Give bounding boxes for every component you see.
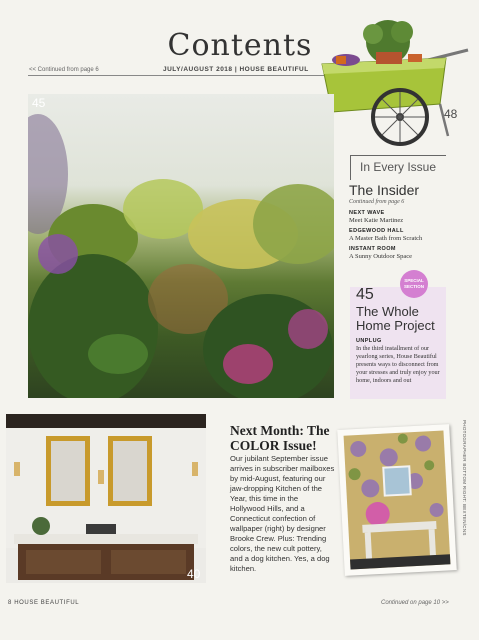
- special-section-page-number: 45: [356, 286, 374, 303]
- special-section-title: The Whole Home Project: [356, 304, 435, 333]
- special-section-badge: [400, 270, 428, 298]
- cart-illustration: [318, 12, 478, 152]
- photo-credit: PHOTOGRAPHER BOTTOM RIGHT: BEXTEN/CNS: [462, 420, 467, 536]
- garden-page-number: 45: [32, 96, 46, 110]
- next-month-title: Next Month: The COLOR Issue!: [230, 423, 330, 453]
- wallpaper-room-photo: [337, 424, 456, 576]
- next-month-body: Our jubilant September issue arrives in subscriber mailboxes by mid-August, featuring our jaw-dropping Kitchen of the Year, this time in the Hollywood Hills, and a Connecticut confection of wallpaper (right) by designer Brooke Crew. Plus: Trending colors, the new cult pottery, and a dog kitchen. Yes, a dog kitchen.: [230, 454, 335, 573]
- badge-line-1: SPECIAL: [404, 278, 424, 283]
- in-every-issue-heading: In Every Issue: [359, 160, 437, 174]
- header-rule: [28, 75, 350, 76]
- list-item-desc: Meet Katie Martinez: [349, 217, 404, 224]
- cart-page-number: 48: [444, 107, 458, 121]
- garden-cart-image: [318, 12, 478, 152]
- wallpaper-illustration: [337, 424, 456, 576]
- insider-continued-note: Continued from page 6: [349, 199, 405, 205]
- list-item-kicker: NEXT WAVE: [349, 210, 385, 216]
- special-section-description: In the third installment of our yearlong series, House Beautiful presents ways to disconnect from your stresses and truly enjoy your home, indoors and out: [356, 345, 440, 384]
- garden-photo: [28, 94, 334, 398]
- list-item-desc: A Sunny Outdoor Space: [349, 253, 413, 260]
- bathroom-photo: [6, 414, 206, 583]
- footer-continued-note: Continued on page 10 >>: [381, 600, 449, 606]
- insider-section-title: The Insider: [349, 182, 420, 198]
- continued-from-note: << Continued from page 6: [29, 67, 99, 73]
- page-title: Contents: [167, 28, 313, 63]
- badge-line-2: SECTION: [403, 284, 424, 289]
- bath-page-number: 40: [187, 567, 201, 581]
- special-section-kicker: UNPLUG: [356, 338, 382, 344]
- footer-folio: 8 HOUSE BEAUTIFUL: [8, 600, 80, 606]
- list-item-kicker: EDGEWOOD HALL: [349, 228, 404, 234]
- bathroom-illustration: [6, 414, 206, 583]
- list-item-desc: A Master Bath from Scratch: [349, 235, 423, 242]
- list-item-kicker: INSTANT ROOM: [349, 246, 396, 252]
- issue-dateline: JULY/AUGUST 2018 | HOUSE BEAUTIFUL: [163, 66, 309, 73]
